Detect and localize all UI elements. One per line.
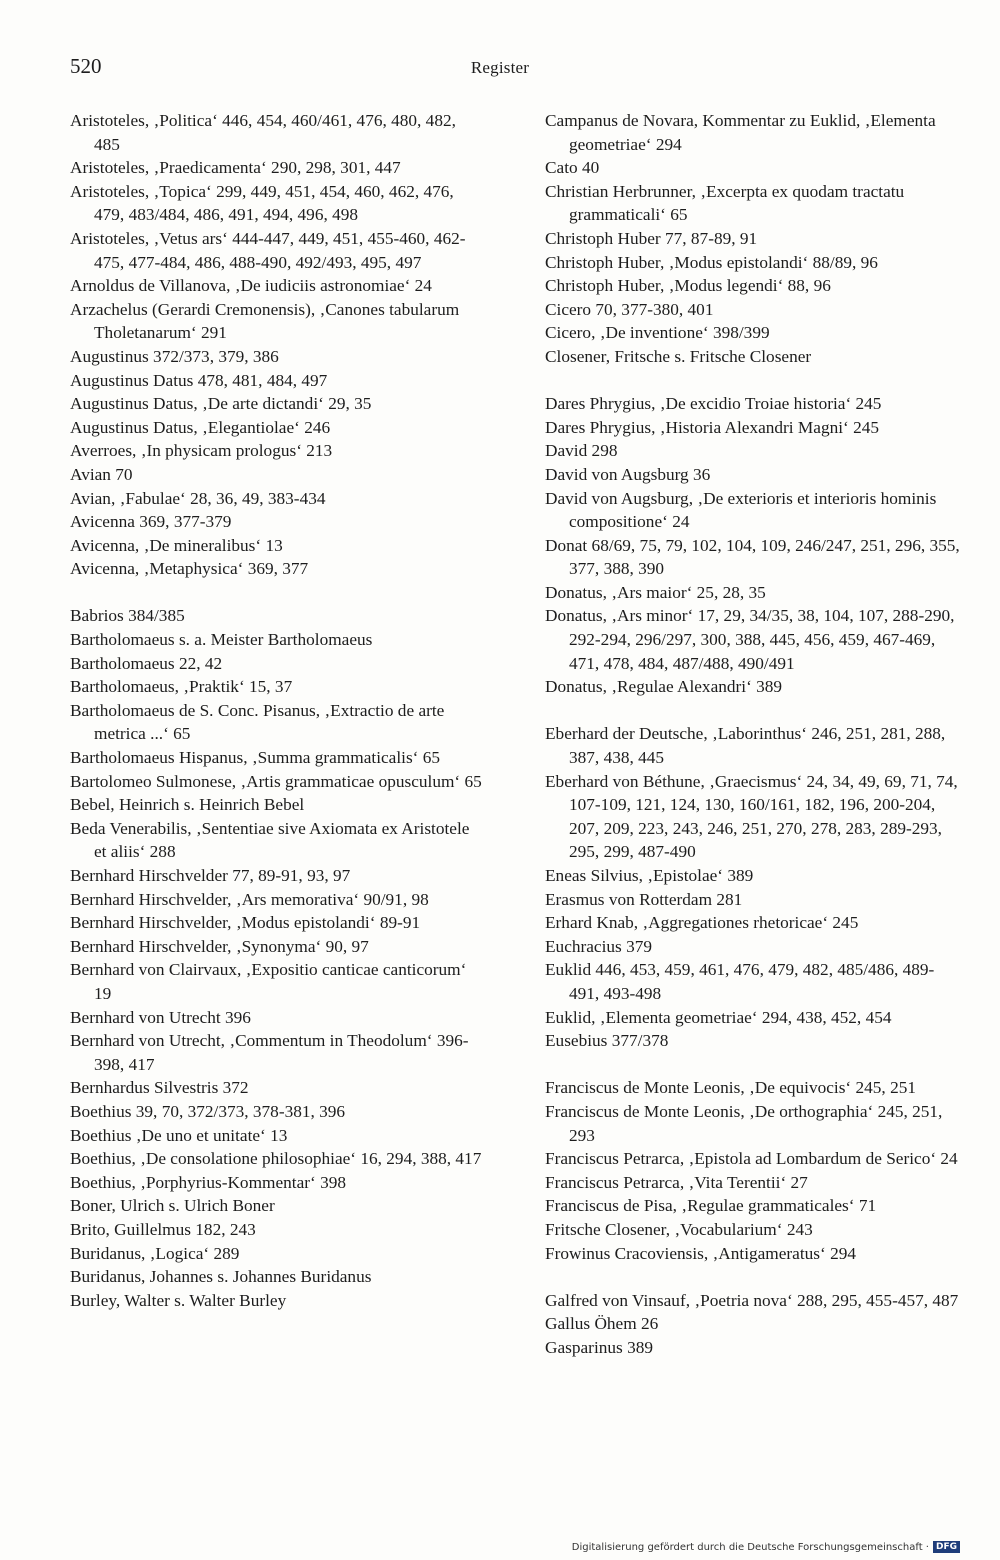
index-entry: Christoph Huber, ‚Modus epistolandi‘ 88/89, 96 bbox=[545, 252, 878, 272]
footer-text: Digitalisierung gefördert durch die Deutsche Forschungsgemeinschaft · bbox=[571, 1541, 929, 1553]
index-entry: Burley, Walter s. Walter Burley bbox=[70, 1290, 287, 1310]
index-entry: Bernhard Hirschvelder, ‚Modus epistolandi‘ 89-91 bbox=[70, 913, 421, 933]
index-entry: Augustinus Datus, ‚Elegantiolae‘ 246 bbox=[70, 417, 331, 437]
index-entry: Christoph Huber, ‚Modus legendi‘ 88, 96 bbox=[545, 276, 831, 296]
index-entry: Galfred von Vinsauf, ‚Poetria nova‘ 288, 295, 455-457, 487 bbox=[545, 1290, 959, 1310]
index-entry: Frowinus Cracoviensis, ‚Antigameratus‘ 294 bbox=[545, 1243, 857, 1263]
index-entry: Donatus, ‚Regulae Alexandri‘ 389 bbox=[545, 677, 783, 697]
index-entry: Donatus, ‚Ars maior‘ 25, 28, 35 bbox=[545, 582, 766, 602]
index-entry: Averroes, ‚In physicam prologus‘ 213 bbox=[70, 441, 333, 461]
index-entry: Boethius ‚De uno et unitate‘ 13 bbox=[70, 1125, 288, 1145]
index-entry: Gallus Öhem 26 bbox=[545, 1314, 659, 1334]
index-entry: Franciscus Petrarca, ‚Vita Terentii‘ 27 bbox=[545, 1172, 808, 1192]
index-entry: Erhard Knab, ‚Aggregationes rhetoricae‘ 245 bbox=[545, 913, 859, 933]
page-number: 520 bbox=[70, 54, 102, 78]
index-entry: Bernhard Hirschvelder, ‚Synonyma‘ 90, 97 bbox=[70, 936, 369, 956]
index-entry: Franciscus de Monte Leonis, ‚De equivocis‘ 245, 251 bbox=[545, 1078, 916, 1098]
index-entry: Bernhard von Clairvaux, ‚Expositio canticae canticorum‘ 19 bbox=[70, 960, 467, 1003]
index-entry: Erasmus von Rotterdam 281 bbox=[545, 889, 743, 909]
index-entry: Bartholomaeus s. a. Meister Bartholomaeus bbox=[70, 630, 373, 650]
index-entry: Aristoteles, ‚Politica‘ 446, 454, 460/461, 476, 480, 482, 485 bbox=[70, 111, 456, 154]
index-entry: Avicenna, ‚Metaphysica‘ 369, 377 bbox=[70, 559, 309, 579]
dfg-logo: DFG bbox=[933, 1541, 960, 1553]
index-entry: Euchracius 379 bbox=[545, 936, 653, 956]
index-entry: Boethius 39, 70, 372/373, 378-381, 396 bbox=[70, 1101, 346, 1121]
index-entry: David von Augsburg, ‚De exterioris et interioris hominis compositione‘ 24 bbox=[545, 488, 937, 532]
index-entry: Aristoteles, ‚Topica‘ 299, 449, 451, 454, 460, 462, 476, 479, 483/484, 486, 491, 494, 496, 498 bbox=[70, 181, 454, 225]
index-entry: Aristoteles, ‚Praedicamenta‘ 290, 298, 301, 447 bbox=[70, 158, 401, 178]
index-entry: Avicenna, ‚De mineralibus‘ 13 bbox=[70, 535, 283, 555]
index-entry: Boner, Ulrich s. Ulrich Boner bbox=[70, 1196, 275, 1216]
index-entry: Eberhard der Deutsche, ‚Laborinthus‘ 246, 251, 281, 288, 387, 438, 445 bbox=[545, 724, 946, 768]
index-entry: Buridanus, ‚Logica‘ 289 bbox=[70, 1243, 240, 1263]
index-entry: Augustinus Datus, ‚De arte dictandi‘ 29, 35 bbox=[70, 394, 372, 414]
index-entry: Augustinus Datus 478, 481, 484, 497 bbox=[70, 370, 328, 390]
index-entry: Donatus, ‚Ars minor‘ 17, 29, 34/35, 38, 104, 107, 288-290, 292-294, 296/297, 300, 388, 445, 456, 459, 467-469, 471, 478, 484, 487/488, 490/491 bbox=[545, 606, 955, 673]
index-column-right bbox=[545, 109, 960, 1359]
index-entry: Babrios 384/385 bbox=[70, 606, 185, 626]
index-entry: Donat 68/69, 75, 79, 102, 104, 109, 246/247, 251, 296, 355, 377, 388, 390 bbox=[545, 535, 960, 579]
index-entry: Euklid 446, 453, 459, 461, 476, 479, 482, 485/486, 489-491, 493-498 bbox=[545, 960, 935, 1003]
index-column-left bbox=[70, 109, 485, 1312]
index-entry: Aristoteles, ‚Vetus ars‘ 444-447, 449, 451, 455-460, 462-475, 477-484, 486, 488-490, 492/493, 495, 497 bbox=[70, 228, 466, 272]
index-entry: Bartolomeo Sulmonese, ‚Artis grammaticae opusculum‘ 65 bbox=[70, 771, 482, 791]
index-entry: Closener, Fritsche s. Fritsche Closener bbox=[545, 346, 812, 366]
index-entry: Augustinus 372/373, 379, 386 bbox=[70, 346, 279, 366]
index-entry: Bernhard Hirschvelder, ‚Ars memorativa‘ 90/91, 98 bbox=[70, 889, 429, 909]
index-entry: Cicero, ‚De inventione‘ 398/399 bbox=[545, 323, 770, 343]
index-entry: David 298 bbox=[545, 441, 618, 461]
index-entry: Cicero 70, 377-380, 401 bbox=[545, 299, 714, 319]
index-entry: Bernhard Hirschvelder 77, 89-91, 93, 97 bbox=[70, 866, 351, 885]
index-entry: Fritsche Closener, ‚Vocabularium‘ 243 bbox=[545, 1219, 813, 1239]
index-entry: Arnoldus de Villanova, ‚De iudiciis astronomiae‘ 24 bbox=[70, 276, 432, 296]
index-entry: David von Augsburg 36 bbox=[545, 464, 711, 484]
index-entry: Avian 70 bbox=[70, 464, 133, 484]
index-entry: Bernhardus Silvestris 372 bbox=[70, 1078, 249, 1098]
index-entry: Franciscus de Monte Leonis, ‚De orthographia‘ 245, 251, 293 bbox=[545, 1101, 943, 1145]
index-entry: Christoph Huber 77, 87-89, 91 bbox=[545, 228, 758, 248]
index-entry: Cato 40 bbox=[545, 158, 600, 178]
index-entry: Bernhard von Utrecht, ‚Commentum in Theodolum‘ 396-398, 417 bbox=[70, 1031, 469, 1074]
index-entry: Bartholomaeus Hispanus, ‚Summa grammaticalis‘ 65 bbox=[70, 748, 441, 768]
index-entry: Brito, Guillelmus 182, 243 bbox=[70, 1219, 256, 1239]
index-entry: Arzachelus (Gerardi Cremonensis), ‚Canones tabularum Tholetanarum‘ 291 bbox=[70, 299, 460, 343]
index-entry: Bartholomaeus 22, 42 bbox=[70, 653, 223, 673]
index-entry: Dares Phrygius, ‚De excidio Troiae historia‘ 245 bbox=[545, 394, 882, 414]
index-entry: Boethius, ‚Porphyrius-Kommentar‘ 398 bbox=[70, 1172, 346, 1192]
index-entry: Franciscus de Pisa, ‚Regulae grammaticales‘ 71 bbox=[545, 1196, 877, 1216]
index-entry: Gasparinus 389 bbox=[545, 1337, 653, 1357]
running-head: Register bbox=[470, 58, 530, 77]
index-entry: Bartholomaeus, ‚Praktik‘ 15, 37 bbox=[70, 677, 293, 697]
index-entry: Eneas Silvius, ‚Epistolae‘ 389 bbox=[545, 866, 754, 885]
index-entry: Eberhard von Béthune, ‚Graecismus‘ 24, 34, 49, 69, 71, 74, 107-109, 121, 124, 130, 160/161, 182, 196, 200-204, 207, 209, 223, 243, 246, 251, 270, 278, 283, 289-293, 295, 299, 487-490 bbox=[545, 771, 958, 862]
index-entry: Boethius, ‚De consolatione philosophiae‘ 16, 294, 388, 417 bbox=[70, 1149, 482, 1169]
index-entry: Bartholomaeus de S. Conc. Pisanus, ‚Extractio de arte metrica ...‘ 65 bbox=[70, 700, 445, 744]
index-entry: Campanus de Novara, Kommentar zu Euklid, ‚Elementa geometriae‘ 294 bbox=[545, 111, 936, 154]
index-entry: Avian, ‚Fabulae‘ 28, 36, 49, 383-434 bbox=[70, 488, 326, 508]
index-entry: Franciscus Petrarca, ‚Epistola ad Lombardum de Serico‘ 24 bbox=[545, 1149, 958, 1169]
index-entry: Bernhard von Utrecht 396 bbox=[70, 1007, 251, 1027]
digitization-footer bbox=[572, 1541, 960, 1553]
index-entry: Eusebius 377/378 bbox=[545, 1031, 669, 1051]
index-entry: Dares Phrygius, ‚Historia Alexandri Magni‘ 245 bbox=[545, 417, 880, 437]
index-entry: Christian Herbrunner, ‚Excerpta ex quodam tractatu grammaticali‘ 65 bbox=[545, 181, 905, 225]
index-entry: Buridanus, Johannes s. Johannes Buridanus bbox=[70, 1267, 372, 1287]
index-entry: Avicenna 369, 377-379 bbox=[70, 512, 232, 532]
index-entry: Bebel, Heinrich s. Heinrich Bebel bbox=[70, 795, 305, 815]
index-entry: Beda Venerabilis, ‚Sententiae sive Axiomata ex Aristotele et aliis‘ 288 bbox=[70, 818, 470, 862]
index-entry: Euklid, ‚Elementa geometriae‘ 294, 438, 452, 454 bbox=[545, 1007, 892, 1027]
